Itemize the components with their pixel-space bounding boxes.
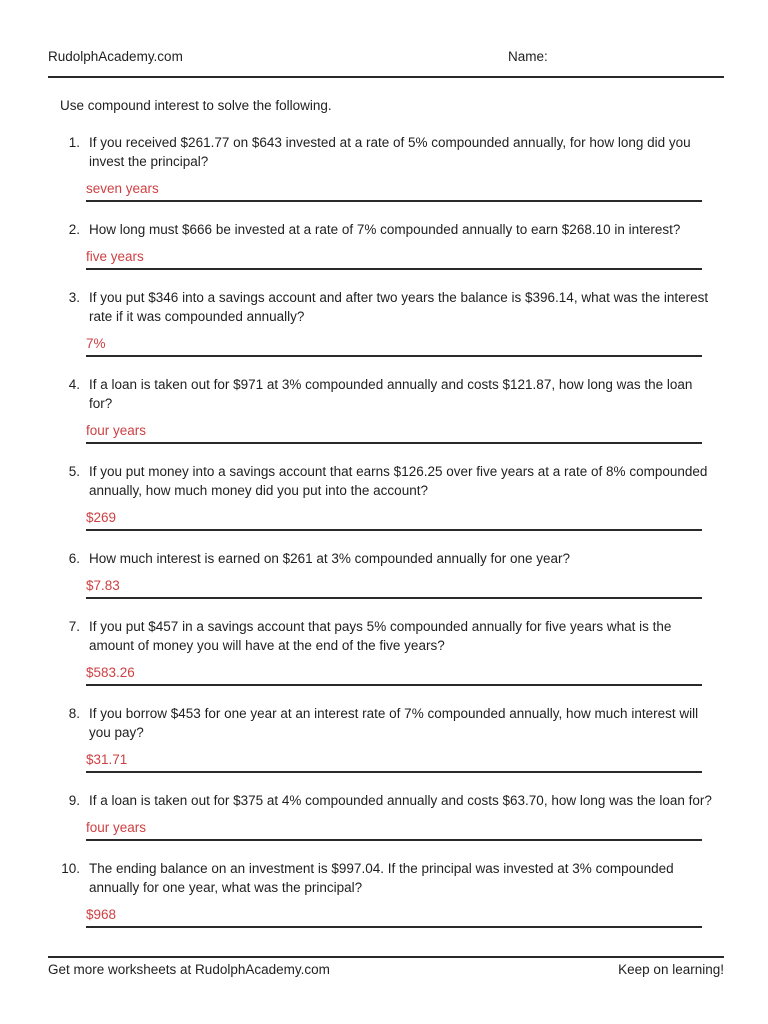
site-title: RudolphAcademy.com — [48, 49, 183, 64]
question-text: How long must $666 be invested at a rate of 7% compounded annually to earn $268.10 in interest? — [89, 222, 681, 237]
question-item — [60, 462, 720, 531]
answer-line: $968 — [86, 906, 702, 928]
question-list — [60, 133, 720, 928]
question-row — [60, 220, 720, 239]
footer-left-text: Get more worksheets at RudolphAcademy.com — [48, 962, 330, 977]
question-number: 6. — [68, 551, 80, 566]
question-item — [60, 704, 720, 773]
question-row — [60, 375, 720, 413]
header-divider — [48, 76, 724, 78]
question-row — [60, 617, 720, 655]
answer-line: four years — [86, 422, 702, 444]
answer-line: $7.83 — [86, 577, 702, 599]
answer-line: $269 — [86, 509, 702, 531]
answer-line: four years — [86, 819, 702, 841]
question-item — [60, 549, 720, 599]
answer-line: $583.26 — [86, 664, 702, 686]
question-item — [60, 617, 720, 686]
question-number: 4. — [68, 377, 80, 392]
worksheet-content — [60, 96, 720, 928]
question-item — [60, 375, 720, 444]
question-item — [60, 133, 720, 202]
question-row — [60, 791, 720, 810]
answer-line: $31.71 — [86, 751, 702, 773]
question-text: If you received $261.77 on $643 invested at a rate of 5% compounded annually, for how long did you invest the principal? — [89, 135, 691, 169]
question-text: If a loan is taken out for $971 at 3% compounded annually and costs $121.87, how long was the loan for? — [89, 377, 693, 411]
question-text: If you put money into a savings account that earns $126.25 over five years at a rate of 8% compounded annually, how much money did you put into the account? — [89, 464, 708, 498]
instructions-text: Use compound interest to solve the following. — [60, 98, 332, 113]
question-text: If a loan is taken out for $375 at 4% compounded annually and costs $63.70, how long was the loan for? — [89, 793, 712, 808]
question-number: 1. — [68, 135, 80, 150]
question-item — [60, 859, 720, 928]
question-text: How much interest is earned on $261 at 3% compounded annually for one year? — [89, 551, 571, 566]
question-row — [60, 288, 720, 326]
page-footer — [48, 956, 724, 979]
question-number: 5. — [68, 464, 80, 479]
question-number: 8. — [68, 706, 80, 721]
question-item — [60, 288, 720, 357]
question-text: If you put $457 in a savings account that pays 5% compounded annually for five years what is the amount of money you will have at the end of the five years? — [89, 619, 672, 653]
question-row — [60, 462, 720, 500]
question-number: 9. — [68, 793, 80, 808]
question-row — [60, 704, 720, 742]
question-text: If you borrow $453 for one year at an interest rate of 7% compounded annually, how much interest will you pay? — [89, 706, 699, 740]
answer-line: five years — [86, 248, 702, 270]
footer-right-text: Keep on learning! — [618, 962, 724, 977]
question-row — [60, 133, 720, 171]
page-header — [48, 47, 724, 66]
question-number: 10. — [61, 861, 80, 876]
question-item — [60, 791, 720, 841]
question-row — [60, 859, 720, 897]
question-number: 2. — [68, 222, 80, 237]
answer-line: 7% — [86, 335, 702, 357]
question-row — [60, 549, 720, 568]
answer-line: seven years — [86, 180, 702, 202]
name-label: Name: — [508, 49, 548, 64]
question-item — [60, 220, 720, 270]
question-number: 7. — [68, 619, 80, 634]
question-text: If you put $346 into a savings account and after two years the balance is $396.14, what was the interest rate if it was compounded annually? — [89, 290, 709, 324]
question-text: The ending balance on an investment is $997.04. If the principal was invested at 3% compounded annually for one year, what was the principal? — [89, 861, 674, 895]
question-number: 3. — [68, 290, 80, 305]
